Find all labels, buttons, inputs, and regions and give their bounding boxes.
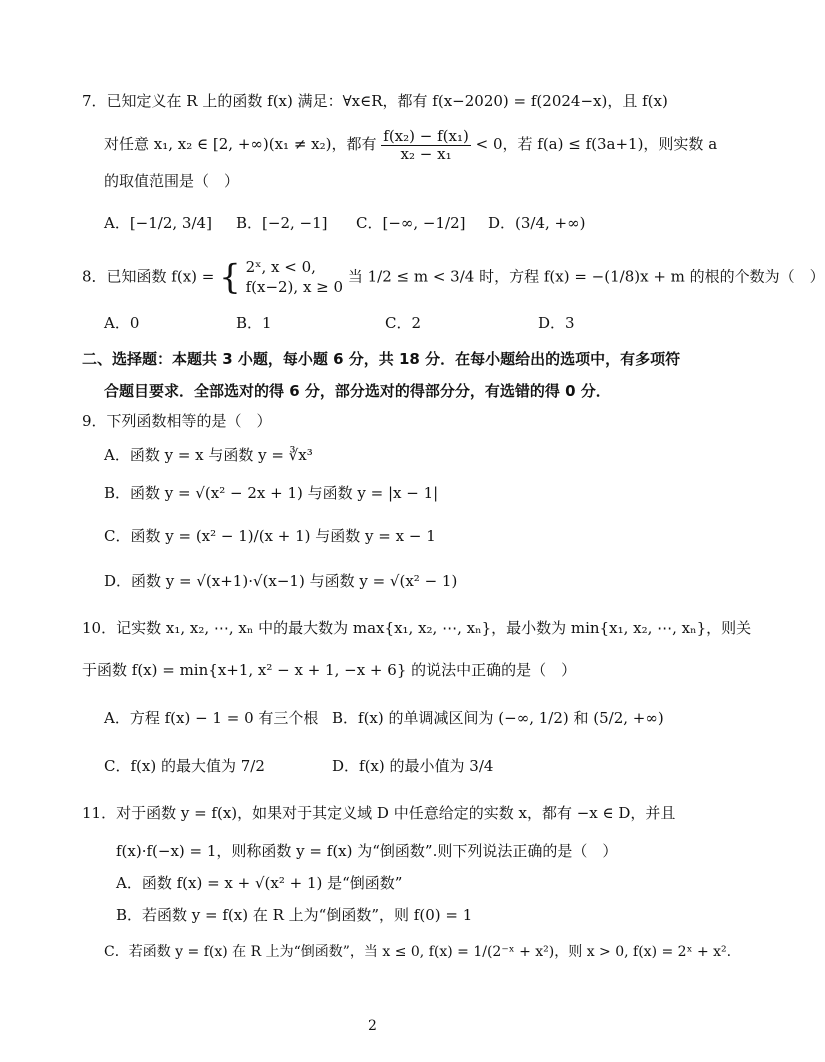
q7-line2b: < 0，若 f(a) ≤ f(3a+1)，则实数 a [475, 135, 718, 153]
q8-option-a: A．0 [104, 314, 140, 332]
q8-case-1: 2ˣ, x < 0, [245, 258, 316, 276]
q10-line1: 10．记实数 x₁, x₂, ⋯, xₙ 中的最大数为 max{x₁, x₂, ⋯, xₙ}，最小数为 min{x₁, x₂, ⋯, xₙ}，则关 [82, 619, 752, 637]
q11-option-a: A．函数 f(x) = x + √(x² + 1) 是“倒函数” [116, 874, 403, 892]
q7-line3: 的取值范围是（ ） [104, 172, 240, 190]
q9-option-a: A．函数 y = x 与函数 y = ∛x³ [104, 446, 313, 464]
q10-line2: 于函数 f(x) = min{x+1, x² − x + 1, −x + 6} 的说法中正确的是（ ） [82, 661, 577, 679]
q9-stem: 9．下列函数相等的是（ ） [82, 412, 272, 430]
q9-option-b: B．函数 y = √(x² − 2x + 1) 与函数 y = |x − 1| [104, 484, 439, 502]
q10-option-d: D．f(x) 的最小值为 3/4 [332, 757, 494, 775]
q8-case-2: f(x−2), x ≥ 0 [245, 277, 344, 296]
q8-prefix: 8．已知函数 f(x) = [82, 267, 215, 286]
q8-stem [82, 258, 825, 297]
q8-option-b: B．1 [236, 314, 272, 332]
q10-option-b: B．f(x) 的单调减区间为 (−∞, 1/2) 和 (5/2, +∞) [332, 709, 664, 727]
q7-option-b: B．[−2, −1] [236, 214, 328, 232]
q8-option-c: C．2 [385, 314, 422, 332]
section2-heading-line2: 合题目要求．全部选对的得 6 分，部分选对的得部分分，有选错的得 0 分． [104, 382, 611, 400]
q7-option-c: C．[−∞, −1/2] [356, 214, 466, 232]
q7-frac-den: x₂ − x₁ [400, 144, 452, 163]
q9-option-d: D．函数 y = √(x+1)·√(x−1) 与函数 y = √(x² − 1) [104, 572, 458, 590]
q7-line2 [104, 128, 717, 162]
q7-line2a: 对任意 x₁, x₂ ∈ [2, +∞)(x₁ ≠ x₂)，都有 [104, 135, 377, 153]
q8-middle: 当 1/2 ≤ m < 3/4 时，方程 f(x) = −(1/8)x + m 的根的个数为（ ） [347, 267, 825, 286]
q8-cases [246, 258, 343, 297]
q9-option-c: C．函数 y = (x² − 1)/(x + 1) 与函数 y = x − 1 [104, 527, 436, 545]
q10-option-c: C．f(x) 的最大值为 7/2 [104, 757, 265, 775]
q8-brace: { [219, 257, 241, 298]
section2-heading-line1: 二、选择题：本题共 3 小题，每小题 6 分，共 18 分．在每小题给出的选项中，有多项符 [82, 350, 681, 368]
q7-frac-num: f(x₂) − f(x₁) [383, 127, 469, 145]
q7-option-a: A．[−1/2, 3/4] [104, 214, 212, 232]
page-number: 2 [368, 1018, 377, 1034]
q8-option-d: D．3 [538, 314, 575, 332]
q7-fraction [381, 128, 471, 162]
q11-line2: f(x)·f(−x) = 1，则称函数 y = f(x) 为“倒函数”.则下列说法正确的是（ ） [116, 842, 618, 860]
q7-option-d: D．(3/4, +∞) [488, 214, 586, 232]
q11-option-b: B．若函数 y = f(x) 在 R 上为“倒函数”，则 f(0) = 1 [116, 906, 473, 924]
q7-line1: 7．已知定义在 R 上的函数 f(x) 满足：∀x∈R，都有 f(x−2020) = f(2024−x)，且 f(x) [82, 92, 668, 110]
q11-option-c: C．若函数 y = f(x) 在 R 上为“倒函数”，当 x ≤ 0, f(x) = 1/(2⁻ˣ + x²)，则 x > 0, f(x) = 2ˣ + x². [104, 944, 732, 960]
q10-option-a: A．方程 f(x) − 1 = 0 有三个根 [104, 709, 319, 727]
q11-line1: 11．对于函数 y = f(x)，如果对于其定义域 D 中任意给定的实数 x，都有 −x ∈ D，并且 [82, 804, 676, 822]
